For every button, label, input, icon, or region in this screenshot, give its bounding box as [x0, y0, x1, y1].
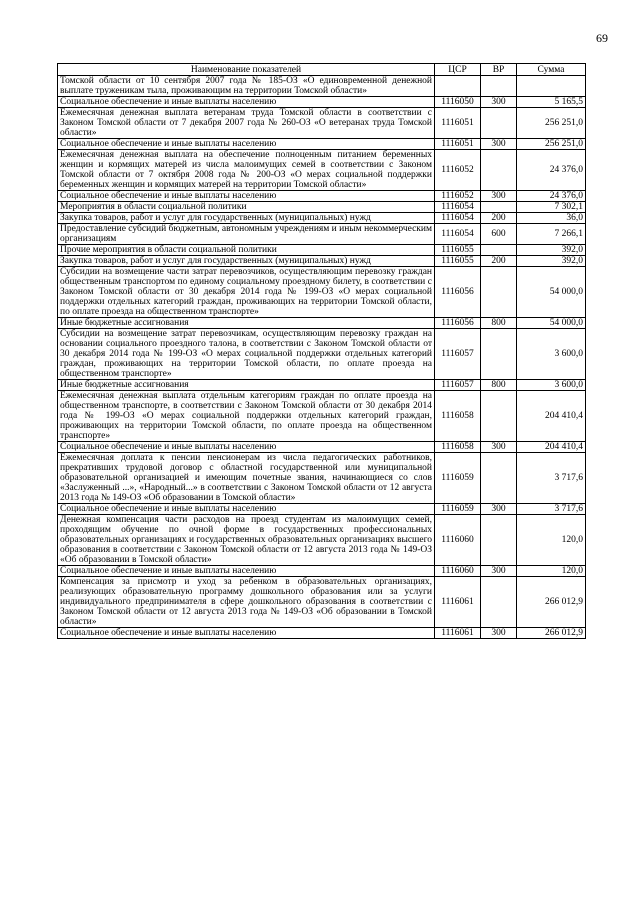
cell-vr: 300 [481, 628, 517, 639]
cell-name: Иные бюджетные ассигнования [58, 318, 435, 329]
cell-sum: 256 251,0 [517, 108, 586, 139]
cell-name: Закупка товаров, работ и услуг для государственных (муниципальных) нужд [58, 213, 435, 224]
cell-name: Субсидии на возмещение затрат перевозчикам, осуществляющим перевозку граждан на основании социального проездного талона, в соответствии с Законом Томской области от 30 декабря 2014 года № 199-ОЗ «О мерах социальной поддержки отдельных категорий граждан, проживающих на территории Томской области, по оплате проезда на общественном транспорте» [58, 329, 435, 380]
cell-vr [481, 391, 517, 442]
cell-sum: 266 012,9 [517, 577, 586, 628]
cell-csr: 1116058 [435, 391, 481, 442]
cell-vr: 200 [481, 256, 517, 267]
cell-sum: 266 012,9 [517, 628, 586, 639]
cell-vr [481, 202, 517, 213]
cell-name: Ежемесячная доплата к пенсии пенсионерам из числа педагогических работников, прекративших трудовой договор с областной государственной или муниципальной образовательной организацией и имеющим почетные звания, начинающиеся со слов «Заслуженный ...», «Народный...» в соответствии с Законом Томской области от 12 августа 2013 года № 149-ОЗ «Об образовании в Томской области» [58, 453, 435, 504]
cell-sum: 7 302,1 [517, 202, 586, 213]
cell-sum: 36,0 [517, 213, 586, 224]
cell-csr: 1116051 [435, 139, 481, 150]
cell-name: Субсидии на возмещение части затрат перевозчиков, осуществляющим перевозку граждан общественным транспортом по единому социальному проездному билету, в соответствии с Законом Томской области от 30 декабря 2014 года № 199-ОЗ «О мерах социальной поддержки отдельных категорий граждан, проживающих на территории Томской области, по оплате проезда на общественном транспорте» [58, 267, 435, 318]
table-row [58, 318, 586, 329]
cell-sum: 256 251,0 [517, 139, 586, 150]
cell-name: Прочие мероприятия в области социальной политики [58, 245, 435, 256]
table-row [58, 202, 586, 213]
cell-vr [481, 150, 517, 191]
cell-vr [481, 577, 517, 628]
cell-vr [481, 329, 517, 380]
table-row [58, 256, 586, 267]
table-row [58, 224, 586, 245]
cell-vr [481, 267, 517, 318]
cell-csr: 1116050 [435, 97, 481, 108]
table-row [58, 515, 586, 566]
cell-csr: 1116056 [435, 267, 481, 318]
cell-name: Предоставление субсидий бюджетным, автономным учреждениям и иным некоммерческим организациям [58, 224, 435, 245]
cell-sum: 204 410,4 [517, 391, 586, 442]
cell-vr: 300 [481, 139, 517, 150]
cell-sum: 3 717,6 [517, 453, 586, 504]
cell-name: Компенсация за присмотр и уход за ребенком в образовательных организациях, реализующих образовательную программу дошкольного образования или за услуги индивидуального предпринимателя в сфере дошкольного образования в соответствии с Законом Томской области от 12 августа 2013 года № 149-ОЗ «Об образовании в Томской области» [58, 577, 435, 628]
cell-csr: 1116059 [435, 504, 481, 515]
table-row [58, 150, 586, 191]
cell-csr: 1116061 [435, 577, 481, 628]
table-row [58, 329, 586, 380]
cell-sum: 3 717,6 [517, 504, 586, 515]
cell-vr: 800 [481, 380, 517, 391]
cell-vr [481, 245, 517, 256]
cell-csr: 1116054 [435, 213, 481, 224]
cell-csr: 1116052 [435, 191, 481, 202]
cell-sum: 5 165,5 [517, 97, 586, 108]
cell-name: Ежемесячная денежная выплата отдельным категориям граждан по оплате проезда на общественном транспорте, в соответствии с Законом Томской области от 30 декабря 2014 года № 199-ОЗ «О мерах социальной поддержки отдельных категорий граждан, проживающих на территории Томской области, по оплате проезда на общественном транспорте» [58, 391, 435, 442]
cell-sum: 7 266,1 [517, 224, 586, 245]
cell-sum: 54 000,0 [517, 267, 586, 318]
cell-vr [481, 76, 517, 97]
cell-vr: 300 [481, 566, 517, 577]
cell-name: Социальное обеспечение и иные выплаты населению [58, 504, 435, 515]
table-row [58, 267, 586, 318]
cell-csr: 1116058 [435, 442, 481, 453]
table-row [58, 577, 586, 628]
cell-sum: 3 600,0 [517, 380, 586, 391]
cell-name: Мероприятия в области социальной политики [58, 202, 435, 213]
cell-sum: 24 376,0 [517, 150, 586, 191]
table-row [58, 391, 586, 442]
cell-vr: 600 [481, 224, 517, 245]
table-row [58, 504, 586, 515]
table-row [58, 139, 586, 150]
cell-sum: 120,0 [517, 515, 586, 566]
cell-csr: 1116060 [435, 515, 481, 566]
cell-csr: 1116055 [435, 256, 481, 267]
cell-sum: 204 410,4 [517, 442, 586, 453]
cell-csr: 1116061 [435, 628, 481, 639]
cell-name: Социальное обеспечение и иные выплаты населению [58, 191, 435, 202]
cell-name: Социальное обеспечение и иные выплаты населению [58, 628, 435, 639]
cell-name: Денежная компенсация части расходов на проезд студентам из малоимущих семей, проходящим обучение по очной форме в государственных профессиональных образовательных организациях и государственных образовательных организациях высшего образования в соответствии с Законом Томской области от 12 августа 2013 года № 149-ОЗ «Об образовании в Томской области» [58, 515, 435, 566]
cell-name: Иные бюджетные ассигнования [58, 380, 435, 391]
cell-csr: 1116055 [435, 245, 481, 256]
page-number: 69 [596, 31, 608, 45]
cell-name: Закупка товаров, работ и услуг для государственных (муниципальных) нужд [58, 256, 435, 267]
cell-name: Социальное обеспечение и иные выплаты населению [58, 442, 435, 453]
cell-csr: 1116056 [435, 318, 481, 329]
table-body [58, 76, 586, 639]
cell-csr: 1116054 [435, 224, 481, 245]
cell-sum: 120,0 [517, 566, 586, 577]
cell-vr: 300 [481, 191, 517, 202]
table-row [58, 191, 586, 202]
cell-sum: 24 376,0 [517, 191, 586, 202]
table-row [58, 380, 586, 391]
table-row [58, 97, 586, 108]
table-row [58, 76, 586, 97]
cell-name: Ежемесячная денежная выплата на обеспечение полноценным питанием беременных женщин и кормящих матерей из числа малоимущих семей в соответствии с Законом Томской области от 7 октября 2008 года № 200-ОЗ «О мерах социальной поддержки беременных женщин и кормящих матерей на территории Томской области» [58, 150, 435, 191]
table-row [58, 213, 586, 224]
cell-vr: 300 [481, 504, 517, 515]
column-header-csr: ЦСР [435, 64, 481, 76]
cell-csr: 1116059 [435, 453, 481, 504]
cell-name: Социальное обеспечение и иные выплаты населению [58, 97, 435, 108]
table-row [58, 108, 586, 139]
cell-vr [481, 453, 517, 504]
cell-name: Социальное обеспечение и иные выплаты населению [58, 566, 435, 577]
table-row [58, 442, 586, 453]
cell-csr: 1116051 [435, 108, 481, 139]
cell-sum: 392,0 [517, 256, 586, 267]
column-header-sum: Сумма [517, 64, 586, 76]
cell-csr: 1116060 [435, 566, 481, 577]
cell-sum [517, 76, 586, 97]
cell-name: Социальное обеспечение и иные выплаты населению [58, 139, 435, 150]
cell-vr [481, 515, 517, 566]
table-row [58, 628, 586, 639]
cell-vr: 800 [481, 318, 517, 329]
cell-vr [481, 108, 517, 139]
cell-vr: 300 [481, 97, 517, 108]
cell-csr: 1116054 [435, 202, 481, 213]
cell-sum: 54 000,0 [517, 318, 586, 329]
table-row [58, 245, 586, 256]
cell-name: Томской области от 10 сентября 2007 года № 185-ОЗ «О единовременной денежной выплате труженикам тыла, проживающим на территории Томской области» [58, 76, 435, 97]
cell-vr: 200 [481, 213, 517, 224]
table-row [58, 453, 586, 504]
cell-vr: 300 [481, 442, 517, 453]
cell-csr: 1116057 [435, 329, 481, 380]
cell-sum: 392,0 [517, 245, 586, 256]
cell-csr: 1116057 [435, 380, 481, 391]
header-row [58, 64, 586, 76]
column-header-vr: ВР [481, 64, 517, 76]
table-row [58, 566, 586, 577]
column-header-name: Наименование показателей [58, 64, 435, 76]
cell-csr: 1116052 [435, 150, 481, 191]
cell-name: Ежемесячная денежная выплата ветеранам труда Томской области в соответствии с Законом Томской области от 7 декабря 2007 года № 260-ОЗ «О ветеранах труда Томской области» [58, 108, 435, 139]
budget-table [57, 63, 586, 639]
table-header [58, 64, 586, 76]
cell-csr [435, 76, 481, 97]
cell-sum: 3 600,0 [517, 329, 586, 380]
